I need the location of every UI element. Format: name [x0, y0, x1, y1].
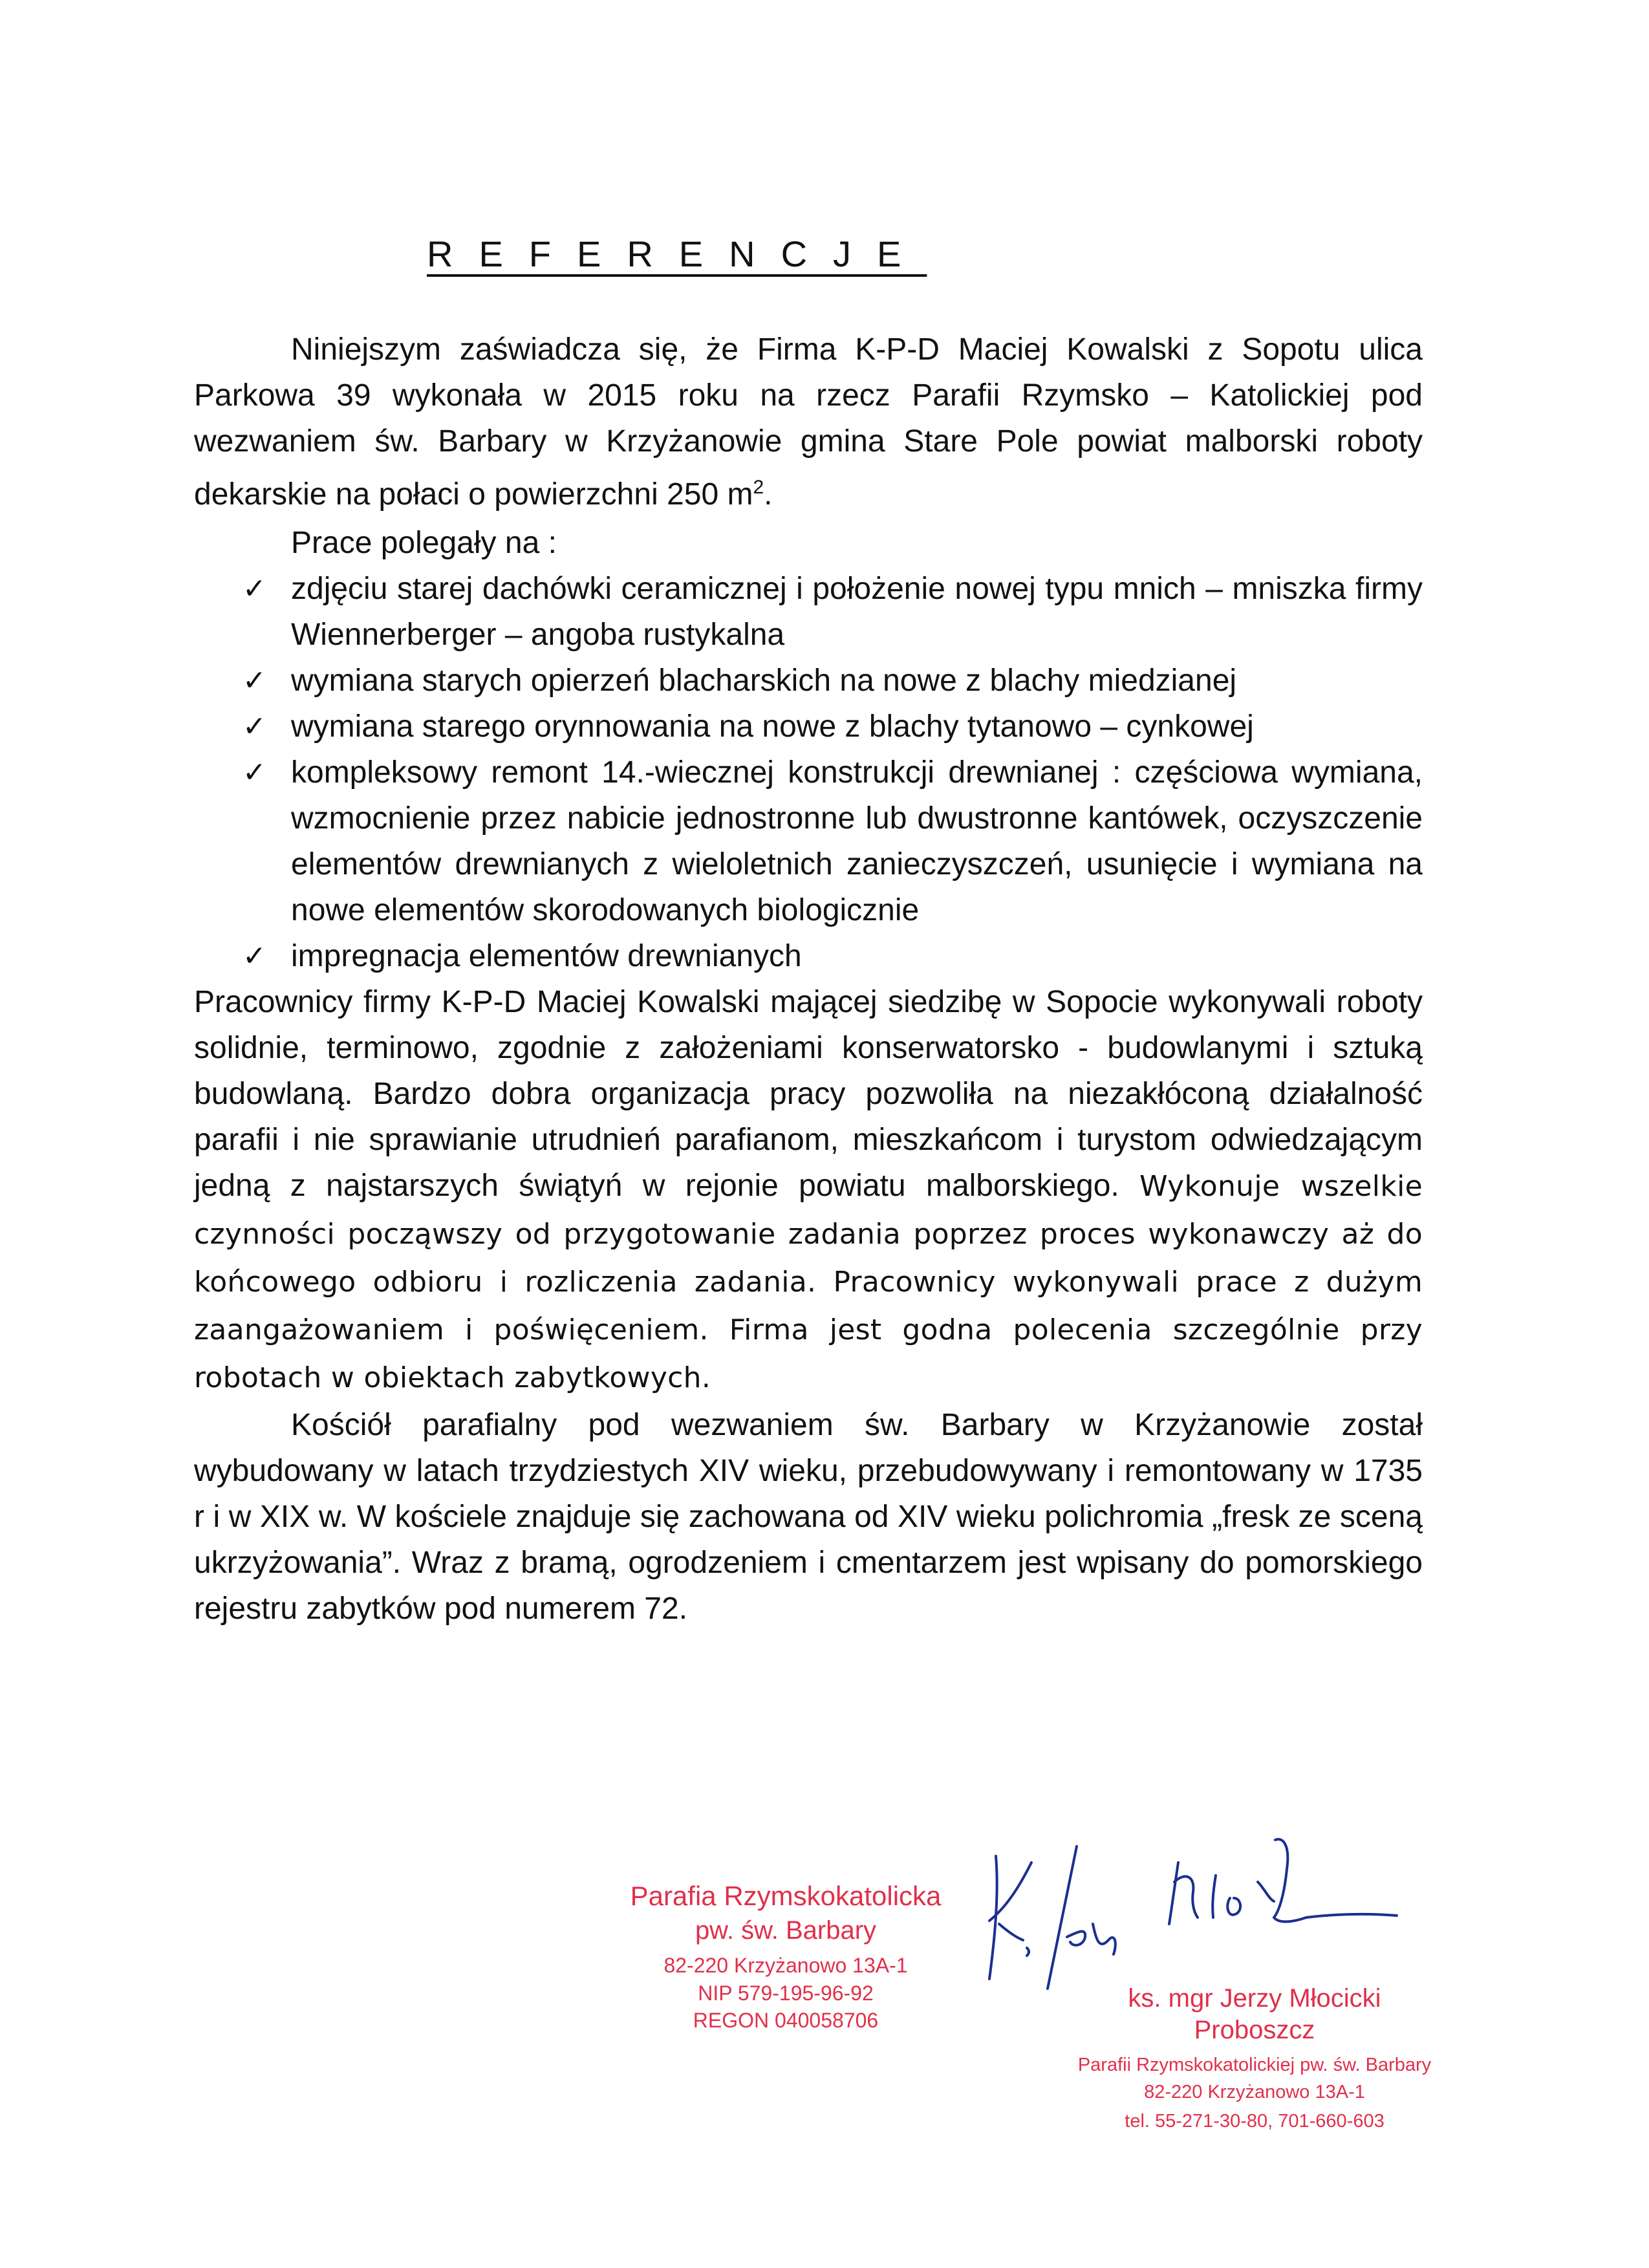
intro-paragraph — [194, 327, 1423, 517]
list-item-text: kompleksowy remont 14.-wiecznej konstrukcji drewnianej : częściowa wymiana, wzmocnienie przez nabicie jednostronne lub dwustronne kantówek, oczyszczenie elementów drewnianych z wieloletnich zanieczyszczeń, usunięcie i wymiana na nowe elementów skorodowanych biologicznie — [291, 755, 1423, 927]
checkmark-icon: ✓ — [242, 710, 266, 743]
document-body — [194, 327, 1423, 1632]
works-list — [194, 566, 1423, 979]
priest-stamp-name: ks. mgr Jerzy Młocicki — [1128, 1984, 1381, 2013]
parish-stamp-regon: REGON 040058706 — [693, 2009, 879, 2032]
church-paragraph: Kościół parafialny pod wezwaniem św. Barbary w Krzyżanowie został wybudowany w latach trzydziestych XIV wieku, przebudowywany i remontowany w 1735 r i w XIX w. W kościele znajduje się zachowana od XIV wieku polichromia „fresk ze sceną ukrzyżowania”. Wraz z bramą, ogrodzeniem i cmentarzem jest wpisany do pomorskiego rejestru zabytków pod numerem 72. — [194, 1408, 1423, 1626]
list-item — [194, 704, 1423, 750]
checkmark-icon: ✓ — [242, 664, 266, 697]
parish-stamp-address: 82-220 Krzyżanowo 13A-1 — [663, 1954, 908, 1977]
works-intro: Prace polegały na : — [291, 526, 557, 560]
document-title: REFERENCJE — [427, 233, 927, 274]
list-item-text: impregnacja elementów drewnianych — [291, 939, 802, 973]
parish-stamp — [585, 1879, 986, 2034]
intro-end: . — [764, 477, 773, 512]
list-item-text: wymiana starych opierzeń blacharskich na nowe z blachy miedzianej — [291, 664, 1237, 698]
priest-stamp-parish: Parafii Rzymskokatolickiej pw. św. Barbary — [1077, 2055, 1432, 2075]
checkmark-icon: ✓ — [242, 756, 266, 789]
list-item — [194, 933, 1423, 979]
parish-stamp-name: Parafia Rzymskokatolicka — [630, 1881, 942, 1911]
list-item-text: zdjęciu starej dachówki ceramicznej i położenie nowej typu mnich – mniszka firmy Wiennerberger – angoba rustykalna — [291, 572, 1423, 652]
priest-stamp-role: Proboszcz — [1194, 2016, 1315, 2044]
handwritten-signature — [970, 1785, 1423, 1998]
list-item — [194, 566, 1423, 658]
workers-text-part1: Pracownicy firmy K-P-D Maciej Kowalski mającej siedzibę w Sopocie wykonywali roboty solidnie, terminowo, zgodnie z założeniami konserwatorsko - budowlanymi i sztuką budowlaną. Bardzo dobra organizacja pracy pozwoliła na niezakłóconą działalność parafii i nie sprawianie utrudnień parafianom, mieszkańcom i turystom odwiedzającym jedną z najstarszych świątyń w rejonie powiatu malborskiego. — [194, 985, 1423, 1203]
checkmark-icon: ✓ — [242, 572, 266, 605]
parish-stamp-nip: NIP 579-195-96-92 — [698, 1982, 874, 2005]
parish-stamp-dedication: pw. św. Barbary — [695, 1916, 877, 1945]
area-superscript: 2 — [753, 477, 764, 498]
list-item — [194, 750, 1423, 933]
priest-stamp-address: 82-220 Krzyżanowo 13A-1 — [1144, 2082, 1365, 2102]
intro-text: Niniejszym zaświadcza się, że Firma K-P-D Maciej Kowalski z Sopotu ulica Parkowa 39 wykonała w 2015 roku na rzecz Parafii Rzymsko – Katolickiej pod wezwaniem św. Barbary w Krzyżanowie gmina Stare Pole powiat malborski roboty dekarskie na połaci o powierzchni 250 m — [194, 332, 1423, 512]
list-item-text: wymiana starego orynnowania na nowe z blachy tytanowo – cynkowej — [291, 709, 1254, 744]
checkmark-icon: ✓ — [242, 940, 266, 973]
workers-text-part2: Wykonuje wszelkie czynności począwszy od przygotowanie zadania poprzez proces wykonawczy aż do końcowego odbioru i rozliczenia zadania. Pracownicy wykonywali prace z dużym zaangażowaniem i poświęceniem. Firma jest godna polecenia szczególnie przy robotach w obiektach zabytkowych. — [194, 1170, 1423, 1394]
workers-paragraph — [194, 979, 1423, 1402]
list-item — [194, 658, 1423, 704]
priest-stamp-phone: tel. 55-271-30-80, 701-660-603 — [1125, 2111, 1385, 2132]
priest-stamp — [1009, 1982, 1500, 2137]
